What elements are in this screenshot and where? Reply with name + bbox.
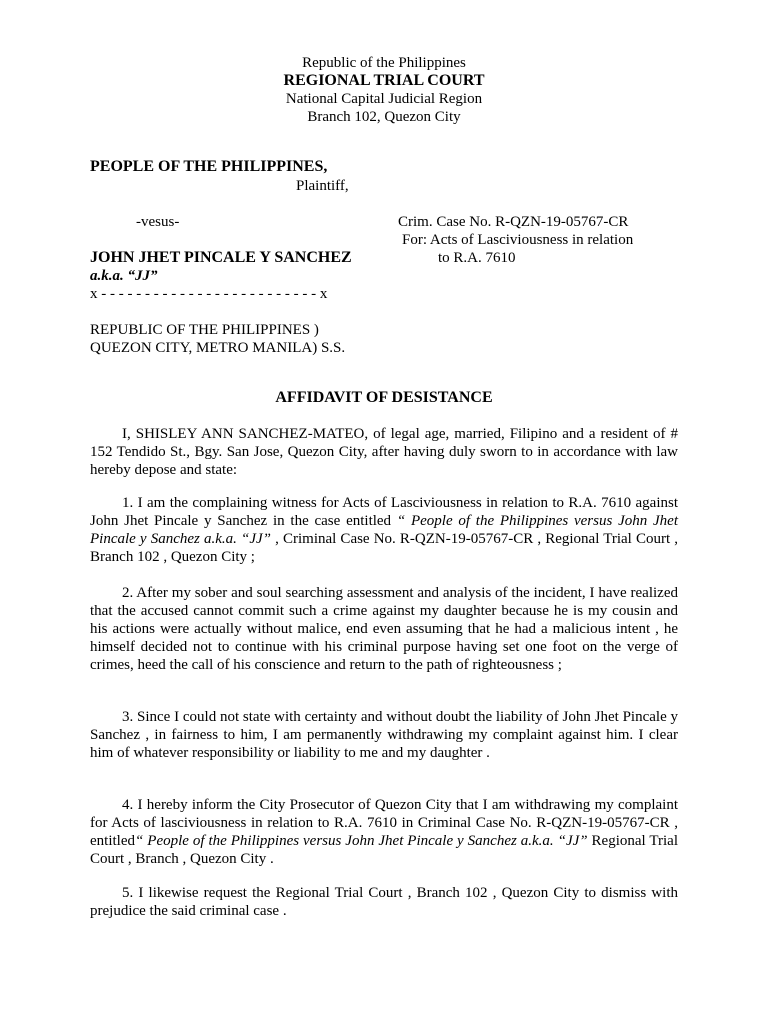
caption-divider: x - - - - - - - - - - - - - - - - - - - - - - - - - x bbox=[90, 286, 328, 302]
header-branch: Branch 102, Quezon City bbox=[307, 109, 461, 125]
charge-line-1: For: Acts of Lasciviousness in relation bbox=[402, 232, 634, 248]
intro-paragraph: I, SHISLEY ANN SANCHEZ-MATEO, of legal age, married, Filipino and a resident of # 152 Tendido St., Bgy. San Jose, Quezon City, after having duly sworn to in accordance with law hereby depose and state: bbox=[90, 426, 678, 478]
charge-line-2: to R.A. 7610 bbox=[438, 250, 516, 266]
accused-aka: a.k.a. “JJ” bbox=[90, 268, 158, 284]
paragraph-5: 5. I likewise request the Regional Trial Court , Branch 102 , Quezon City to dismiss with prejudice the said criminal case . bbox=[90, 885, 678, 919]
plaintiff-role: Plaintiff, bbox=[296, 178, 349, 194]
header-region: National Capital Judicial Region bbox=[285, 91, 483, 107]
accused-name: JOHN JHET PINCALE Y SANCHEZ bbox=[90, 249, 352, 266]
venue-line-1: REPUBLIC OF THE PHILIPPINES ) bbox=[90, 322, 319, 338]
header-republic: Republic of the Philippines bbox=[302, 55, 466, 71]
paragraph-4-text-a: 4. I hereby inform the City Prosecutor of Quezon City that I am withdrawing my complaint for Acts of lasciviousness in relation to R.A. 7610 in Criminal Case No. R-QZN-19-05767-CR , entitled bbox=[90, 797, 678, 849]
paragraph-4-case-title: “ People of the Philippines versus John Jhet Pincale y Sanchez a.k.a. “JJ” bbox=[135, 833, 592, 849]
paragraph-2: 2. After my sober and soul searching assessment and analysis of the incident, I have realized that the accused cannot commit such a crime against my daughter because he is my cousin and his actions were actually without malice, end even assuming that he had a malicious intent , he himself decided not to continue with his criminal purpose having set one foot on the verge of crimes, heed the call of his conscience and return to the path of righteousness ; bbox=[90, 585, 678, 673]
paragraph-4 bbox=[90, 796, 678, 868]
paragraph-1-case-title: “ People of the Philippines versus John Jhet Pincale y Sanchez a.k.a. “JJ” bbox=[90, 513, 678, 547]
paragraph-4-text-b: Regional Trial Court , Branch , Quezon City . bbox=[90, 833, 678, 867]
header-court: REGIONAL TRIAL COURT bbox=[283, 72, 485, 89]
case-number: Crim. Case No. R-QZN-19-05767-CR bbox=[398, 214, 629, 230]
document-title: AFFIDAVIT OF DESISTANCE bbox=[275, 389, 493, 406]
venue-line-2: QUEZON CITY, METRO MANILA) S.S. bbox=[90, 340, 346, 356]
paragraph-1-text-b: , Criminal Case No. R-QZN-19-05767-CR , Regional Trial Court , Branch 102 , Quezon City ; bbox=[90, 531, 678, 565]
plaintiff-name: PEOPLE OF THE PHILIPPINES, bbox=[90, 158, 328, 175]
versus-label: -vesus- bbox=[136, 214, 180, 230]
paragraph-1 bbox=[90, 494, 678, 566]
paragraph-1-text-a: 1. I am the complaining witness for Acts of Lasciviousness in relation to R.A. 7610 against John Jhet Pincale y Sanchez in the case entitled bbox=[90, 495, 678, 529]
paragraph-3: 3. Since I could not state with certainty and without doubt the liability of John Jhet Pincale y Sanchez , in fairness to him, I am permanently withdrawing my complaint against him. I clear him of whatever responsibility or liability to me and my daughter . bbox=[90, 709, 678, 761]
